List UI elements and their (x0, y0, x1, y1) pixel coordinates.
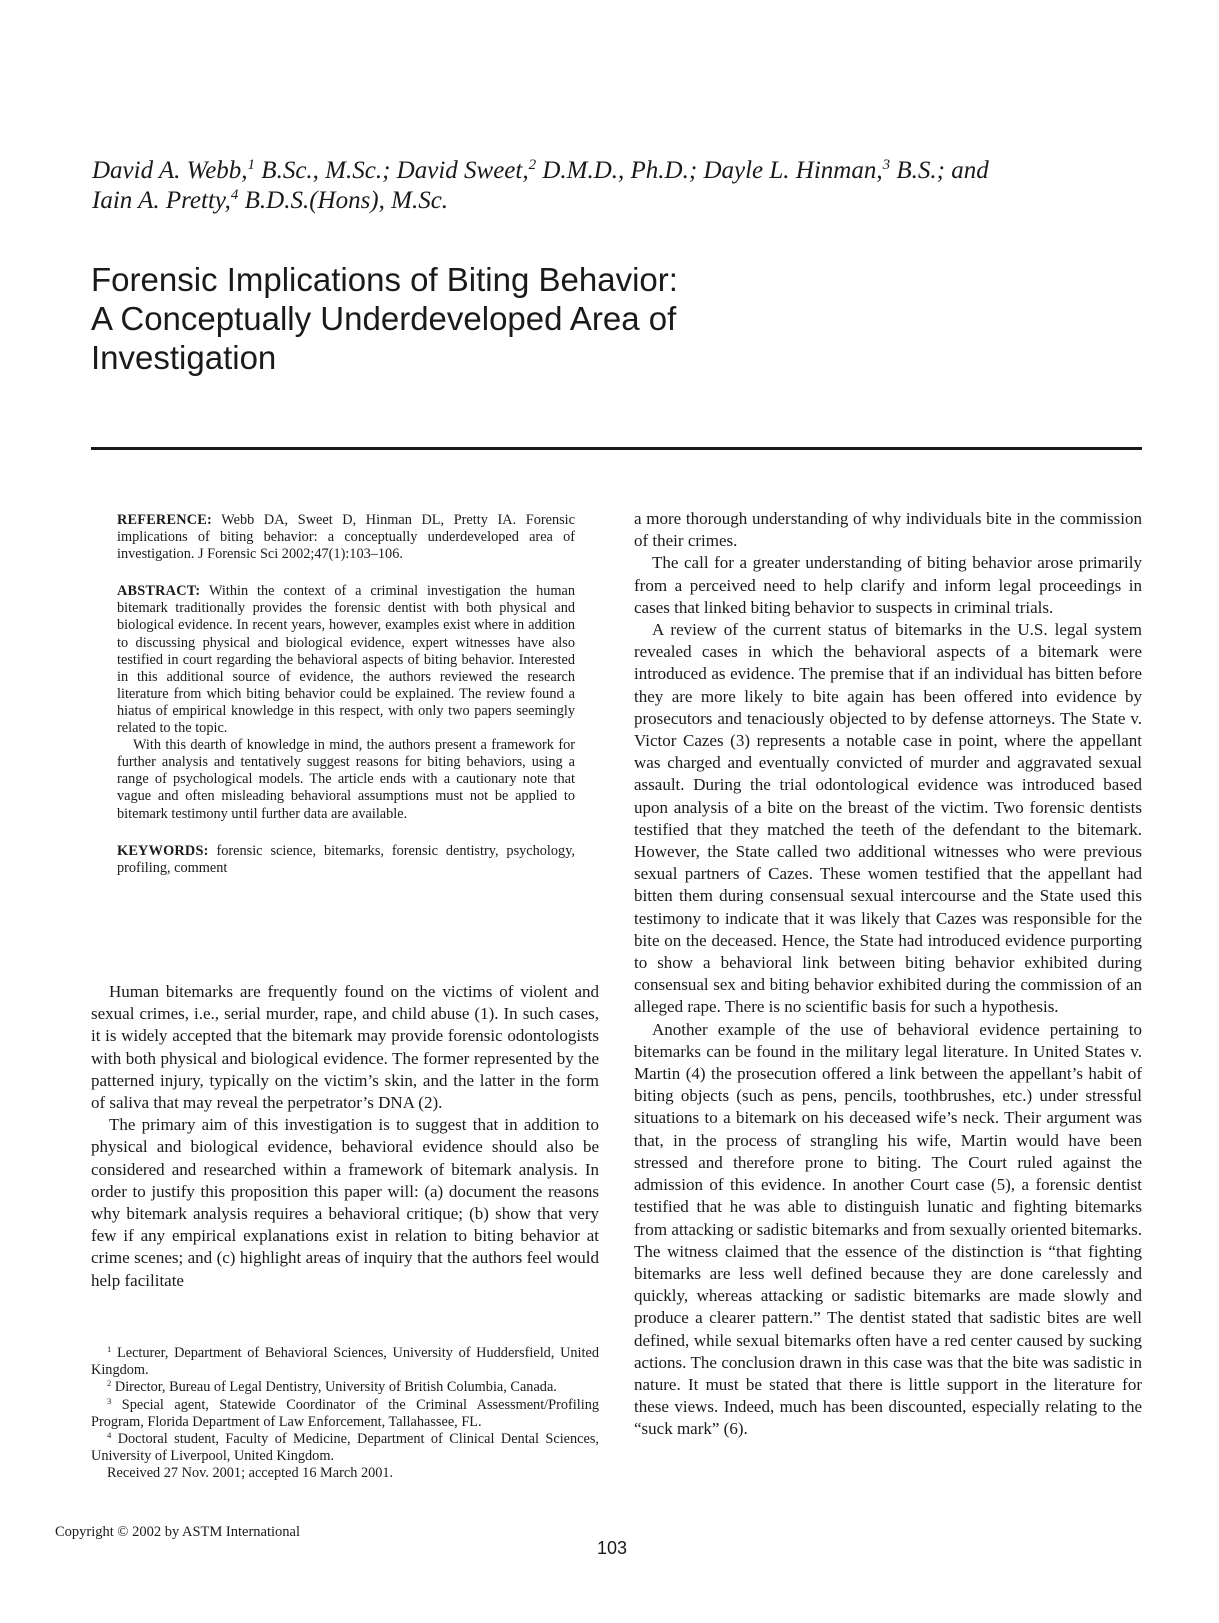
keywords-paragraph (117, 843, 575, 877)
footnote-4 (91, 1431, 599, 1465)
author-sweet-degrees: D.M.D., Ph.D.; (536, 157, 704, 184)
body-paragraph-martin: Another example of the use of behavioral evidence pertaining to bitemarks can be found in the military legal literature. In United States v. Martin (4) the prosecution offered a link between the appellant’s habit of biting objects (such as pens, pencils, toothbrushes, etc.) under stressful situations to a bitemark on his deceased wife’s neck. Their argument was that, in the process of strangling his wife, Martin would have been stressed and therefore prone to biting. The Court ruled against the admission of this evidence. In another Court case (5), a forensic dentist testified that he was able to distinguish lunatic and fighting bitemarks from attacking or sadistic bitemarks and from sexually oriented bitemarks. The witness claimed that the essence of the distinction is “that fighting bitemarks are less well defined because they are done carelessly and quickly, whereas attacking or sadistic bitemarks are made slowly and produce a clearer pattern.” The dentist stated that sadistic bites are well defined, while sexual bitemarks often have a red center caused by sucking actions. The conclusion drawn in this case was that the bite was sadistic in nature. It must be stated that there is little support in the literature for these views. Indeed, much has been discounted, especially relating to the “suck mark” (6). (634, 1019, 1142, 1439)
article-title (91, 260, 811, 377)
author-webb-degrees: B.Sc., M.Sc.; (255, 157, 397, 184)
body-column-left (91, 981, 599, 1292)
received-date: Received 27 Nov. 2001; accepted 16 March 2001. (107, 1465, 394, 1482)
abstract-paragraph-1 (117, 583, 575, 737)
footnote-4-text: Doctoral student, Faculty of Medicine, Department of Clinical Dental Sciences, University of Liverpool, United Kingdom. (91, 1431, 599, 1465)
abstract-block (117, 512, 575, 877)
body-paragraph-call: The call for a greater understanding of biting behavior arose primarily from a perceived need to help clarify and inform legal proceedings in cases that linked biting behavior to suspects in criminal trials. (634, 553, 1142, 617)
author-pretty: Iain A. Pretty, (92, 187, 231, 214)
footnote-1-marker: 1 (107, 1343, 112, 1354)
footnote-3-marker: 3 (107, 1395, 112, 1406)
author-hinman: Dayle L. Hinman, (703, 157, 883, 184)
abstract-text-1: Within the context of a criminal investigation the human bitemark traditionally provides the forensic dentist with both physical and biological evidence. In recent years, however, examples exist where in addition to discussing physical and biological evidence, expert witnesses have also testified in court regarding the behavioral aspects of biting behavior. Interested in this additional source of evidence, the authors reviewed the research literature from which biting behavior could be explained. The review found a hiatus of empirical knowledge in this respect, with only two papers seemingly related to the topic. (117, 583, 575, 737)
abstract-label: ABSTRACT: (117, 583, 201, 600)
author-sweet-affil: 2 (528, 157, 537, 173)
author-pretty-degrees: B.D.S.(Hons), M.Sc. (238, 187, 449, 214)
body-paragraph-aim: The primary aim of this investigation is to suggest that in addition to physical and biological evidence, behavioral evidence should also be considered and researched within a framework of bitemark analysis. In order to justify this proposition this paper will: (a) document the reasons why bitemark analysis requires a behavioral critique; (b) show that very few if any empirical explanations exist in relation to biting behavior at crime scenes; and (c) highlight areas of inquiry that the authors feel would help facilitate (91, 1115, 599, 1290)
title-line-2: A Conceptually Underdeveloped Area of (91, 300, 677, 337)
footnotes (91, 1345, 599, 1483)
page-number: 103 (597, 1538, 628, 1558)
author-pretty-affil: 4 (230, 187, 239, 203)
title-line-3: Investigation (91, 339, 277, 376)
author-list (92, 156, 1142, 216)
footnote-1-text: Lecturer, Department of Behavioral Sciences, University of Huddersfield, United Kingdom. (91, 1345, 599, 1379)
author-line-1 (92, 156, 1142, 186)
keywords-label: KEYWORDS: (117, 842, 209, 859)
body-paragraph-continued: a more thorough understanding of why individuals bite in the commission of their crimes. (634, 509, 1142, 551)
reference-paragraph (117, 512, 575, 563)
author-hinman-degrees: B.S.; and (890, 157, 989, 184)
title-divider (91, 447, 1142, 450)
title-line-1: Forensic Implications of Biting Behavior: (91, 261, 678, 298)
copyright-notice: Copyright © 2002 by ASTM International (55, 1524, 301, 1540)
author-line-2 (92, 186, 1142, 216)
footnote-2-marker: 2 (107, 1378, 112, 1389)
reference-text: Webb DA, Sweet D, Hinman DL, Pretty IA. Forensic implications of biting behavior: a conceptually underdeveloped area of investigation. J Forensic Sci 2002;47(1):103–106. (117, 512, 575, 563)
body-paragraph-intro: Human bitemarks are frequently found on the victims of violent and sexual crimes, i.e., serial murder, rape, and child abuse (1). In such cases, it is widely accepted that the bitemark may provide forensic odontologists with both physical and biological evidence. The former represented by the patterned injury, typically on the victim’s skin, and the latter in the form of saliva that may reveal the perpetrator’s DNA (2). (91, 982, 599, 1113)
reference-label: REFERENCE: (117, 512, 212, 528)
footnote-1 (91, 1345, 599, 1379)
footnote-4-marker: 4 (107, 1429, 112, 1440)
author-webb-affil: 1 (247, 157, 256, 173)
author-webb: David A. Webb, (92, 157, 248, 184)
abstract-paragraph-2: With this dearth of knowledge in mind, the authors present a framework for further analysis and tentatively suggest reasons for biting behaviors, using a range of psychological models. The article ends with a cautionary note that vague and often misleading behavioral assumptions must not be applied to bitemark testimony until further data are available. (117, 737, 575, 822)
footnote-2 (91, 1379, 599, 1396)
footnote-3 (91, 1397, 599, 1431)
footnote-2-text: Director, Bureau of Legal Dentistry, University of British Columbia, Canada. (111, 1379, 557, 1396)
author-sweet: David Sweet, (396, 157, 529, 184)
body-paragraph-cazes: A review of the current status of bitemarks in the U.S. legal system revealed cases in which the behavioral aspects of a bitemark were introduced as evidence. The premise that if an individual has bitten before they are more likely to bite again has been offered into evidence by prosecutors and tenaciously objected to by defense attorneys. The State v. Victor Cazes (3) represents a notable case in point, where the appellant was charged and eventually convicted of murder and aggravated sexual assault. During the trial odontological evidence was introduced based upon analysis of a bite on the breast of the victim. Two forensic dentists testified that they matched the teeth of the defendant to the bitemark. However, the State called two additional witnesses who were previous sexual partners of Cazes. These women testified that the appellant had bitten them during consensual sexual intercourse and the State used this testimony to indicate that it was likely that Cazes was responsible for the bite on the deceased. Hence, the State had introduced evidence purporting to show a behavioral link between biting behavior exhibited during consensual sex and biting behavior exhibited during the commission of an alleged rape. There is no scientific basis for such a hypothesis. (634, 620, 1142, 1017)
author-hinman-affil: 3 (882, 157, 891, 173)
footnote-3-text: Special agent, Statewide Coordinator of the Criminal Assessment/Profiling Program, Florida Department of Law Enforcement, Tallahassee, FL. (91, 1396, 599, 1430)
body-column-right (634, 508, 1142, 1441)
keywords-text: forensic science, bitemarks, forensic dentistry, psychology, profiling, comment (117, 842, 575, 876)
